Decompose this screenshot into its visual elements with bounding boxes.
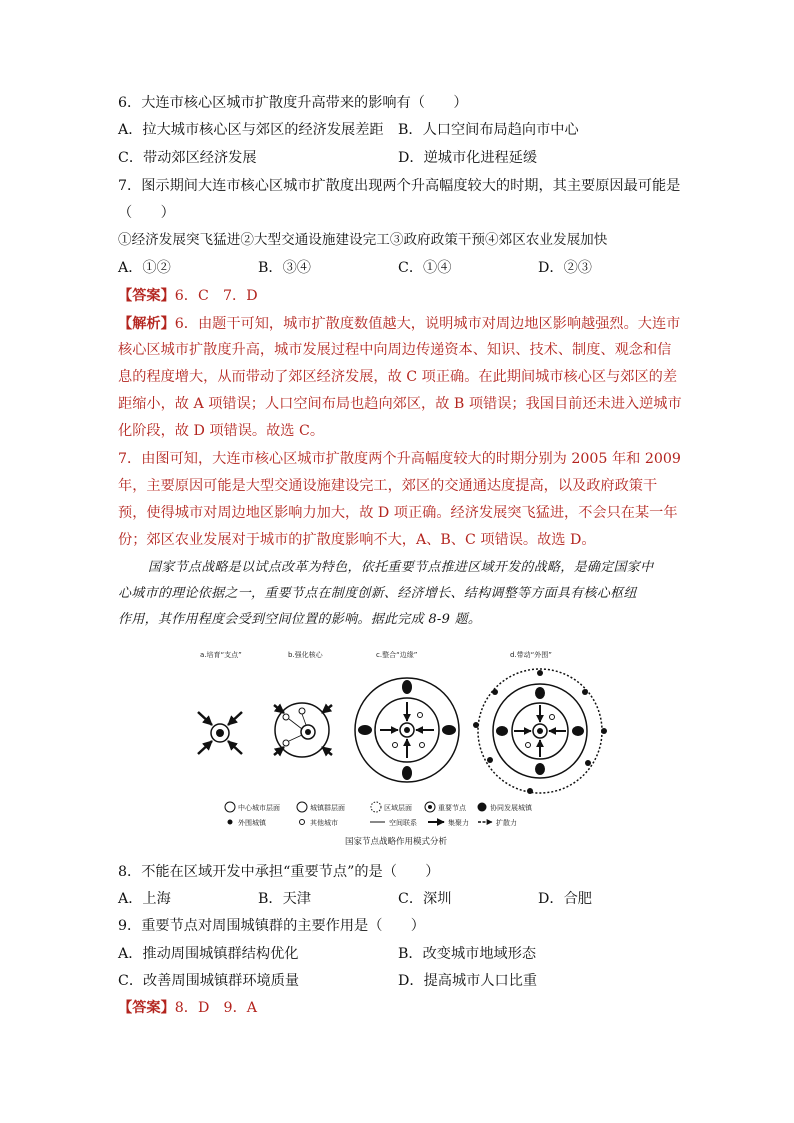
node-strategy-figure: [190, 645, 620, 850]
answer-block-1: [118, 286, 258, 306]
q6-option-b: B．人口空间布局趋向市中心: [398, 122, 579, 138]
q7-option-d: D．②③: [538, 260, 592, 276]
figure-legend: [225, 802, 533, 827]
q8-option-a: A．上海: [118, 891, 171, 907]
figure-title: 国家节点战略作用模式分析: [345, 837, 448, 847]
q6-stem: 6．大连市核心区城市扩散度升高带来的影响有（ ）: [118, 95, 468, 111]
analysis-line-4: 距缩小，故 A 项错误；人口空间布局也趋向郊区，故 B 项错误；我国目前还未进入逆城市: [118, 396, 682, 412]
q8-option-b: B．天津: [258, 891, 311, 907]
intro-line-2: 心城市的理论依据之一，重要节点在制度创新、经济增长、结构调整等方面具有核心枢纽: [118, 586, 637, 601]
legend-town-cluster: 城镇群层面: [310, 804, 345, 812]
panel-b-title: b.强化核心: [288, 651, 323, 659]
analysis-line-6: 7．由图可知，大连市核心区城市扩散度两个升高幅度较大的时期分别为 2005 年和 2009: [118, 451, 681, 467]
panel-a: [198, 712, 242, 754]
legend-diffusion: 扩散力: [496, 819, 517, 827]
answer-block-2: [118, 998, 257, 1018]
legend-key-node: 重要节点: [438, 804, 466, 812]
analysis-tag: 【解析】: [118, 316, 175, 332]
panel-c: [355, 678, 459, 782]
legend-agglomeration: 集聚力: [448, 819, 469, 827]
intro-line-3: 作用，其作用程度会受到空间位置的影响。据此完成 8-9 题。: [118, 612, 482, 627]
legend-central-city: 中心城市层面: [238, 804, 280, 812]
analysis-line-1: [118, 314, 680, 334]
analysis-line-7: 年，主要原因可能是大型交通设施建设完工，郊区的交通通达度提高，以及政府政策干: [118, 478, 658, 494]
analysis-line-8: 预，使得城市对周边地区影响力加大，故 D 项正确。经济发展突飞猛进，不会只在某一年: [118, 505, 678, 521]
legend-outer-town: 外围城镇: [238, 819, 266, 827]
q8-option-d: D．合肥: [538, 891, 592, 907]
q9-option-a: A．推动周围城镇群结构优化: [118, 946, 299, 962]
panel-a-title: a.培育“支点”: [200, 651, 242, 659]
q9-option-b: B．改变城市地域形态: [398, 946, 537, 962]
q7-stem-line2: （ ）: [118, 205, 175, 221]
answer-tag: 【答案】: [118, 288, 175, 304]
legend-synergy-town: 协同发展城镇: [490, 804, 532, 812]
q8-stem: 8．不能在区域开发中承担“重要节点”的是（ ）: [118, 864, 440, 880]
legend-other-city: 其他城市: [310, 819, 338, 827]
analysis-line-2: 核心区城市扩散度升高，城市发展过程中向周边传递资本、知识、技术、制度、观念和信: [118, 342, 672, 358]
q9-stem: 9．重要节点对周围城镇群的主要作用是（ ）: [118, 918, 425, 934]
analysis-line-3: 息的程度增大，从而带动了郊区经济发展，故 C 项正确。在此期间城市核心区与郊区的差: [118, 369, 678, 385]
intro-line-1: 国家节点战略是以试点改革为特色，依托重要节点推进区域开发的战略，是确定国家中: [148, 560, 654, 575]
q7-option-c: C．①④: [398, 260, 452, 276]
analysis-line-9: 份；郊区农业发展对于城市的扩散度影响不大，A、B、C 项错误。故选 D。: [118, 532, 596, 548]
analysis-line-5: 化阶段，故 D 项错误。故选 C。: [118, 423, 325, 439]
q9-option-d: D．提高城市人口比重: [398, 973, 538, 989]
panel-c-title: c.整合“边缘”: [376, 651, 418, 659]
q7-stem-line1: 7．图示期间大连市核心区城市扩散度出现两个升高幅度较大的时期，其主要原因最可能是: [118, 178, 681, 194]
legend-spatial-link: 空间联系: [389, 819, 417, 827]
q6-option-a: A．拉大城市核心区与郊区的经济发展差距: [118, 122, 384, 138]
analysis-text: 6．由题干可知，城市扩散度数值越大，说明城市对周边地区影响越强烈。大连市: [174, 316, 681, 332]
panel-d: [473, 669, 607, 794]
panel-b: [274, 703, 332, 757]
legend-region: 区域层面: [384, 804, 412, 812]
answer-text: 8．D 9．A: [174, 1000, 258, 1016]
q9-option-c: C．改善周围城镇群环境质量: [118, 973, 300, 989]
q6-option-c: C．带动郊区经济发展: [118, 150, 257, 166]
q8-option-c: C．深圳: [398, 891, 452, 907]
q7-statements: ①经济发展突飞猛进②大型交通设施建设完工③政府政策干预④郊区农业发展加快: [118, 232, 608, 248]
answer-text: 6．C 7．D: [174, 288, 258, 304]
answer-tag: 【答案】: [118, 1000, 175, 1016]
q7-option-b: B．③④: [258, 260, 311, 276]
panel-d-title: d.带动“外围”: [510, 651, 552, 659]
q7-option-a: A．①②: [118, 260, 171, 276]
q6-option-d: D．逆城市化进程延缓: [398, 150, 538, 166]
